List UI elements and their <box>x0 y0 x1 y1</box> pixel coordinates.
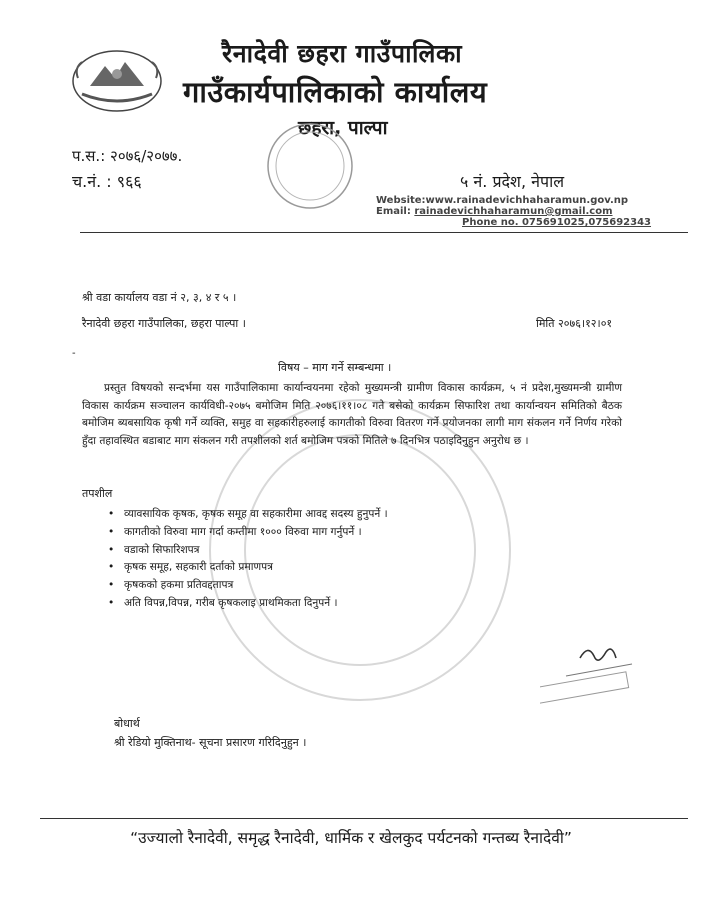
letter-body: प्रस्तुत विषयको सन्दर्भमा यस गाउँपालिकामा कार्यान्वयनमा रहेको मुख्यमन्त्री ग्रामीण विकास कार्यक्रम, ५ नं प्रदेश,मुख्यमन्त्री ग्रामीण विकास कार्यक्रम सञ्चालन कार्यविधी-२०७५ बमोजिम मिति २०७६।११।०८ गते बसेको कार्यक्रम सिफारिश तथा कार्यान्वयन समितिको बैठक बमोजिम ब्यबसायिक कृषी गर्ने व्यक्ति, समुह वा सहकारीहरुलाई कागतीको विरुवा वितरण गर्ने प्रयोजनका लागी माग संकलन गर्ने निर्णय गरेको हुँदा तहावस्थित बडाबाट माग संकलन गरी तपशीलको शर्त बमोजिम पत्रको मितिले ७ दिनभित्र पठाइदिनुहुन अनुरोध छ । <box>82 382 622 447</box>
patra-sankhya: प.स.: २०७६/२०७७. <box>72 147 183 165</box>
list-item-text: वडाको सिफारिशपत्र <box>124 543 200 556</box>
bullet-icon: • <box>108 579 115 592</box>
stray-mark: - <box>72 348 76 359</box>
phone-text: Phone no. 075691025,075692343 <box>462 217 652 228</box>
bullet-icon: • <box>108 543 115 556</box>
list-item <box>108 577 388 595</box>
office-location: छहरा, पाल्पा <box>298 117 388 139</box>
cc-heading: बोधार्थ <box>114 717 140 730</box>
list-item <box>108 542 388 560</box>
footer-slogan: “उज्यालो रैनादेवी, समृद्ध रैनादेवी, धार्मिक र खेलकुद पर्यटनको गन्तब्य रैनादेवी” <box>130 829 572 847</box>
government-emblem-icon <box>70 48 164 114</box>
signature-stamp-icon <box>540 636 640 706</box>
footer-divider <box>40 818 688 819</box>
cc-recipient: श्री रेडियो मुक्तिनाथ- सूचना प्रसारण गरिदिनुहुन । <box>114 736 307 749</box>
recipient-line-1: श्री वडा कार्यालय वडा नं २, ३, ४ र ५ । <box>82 291 237 304</box>
email-link[interactable]: rainadevichhaharamun@gmail.com <box>414 206 613 217</box>
municipality-name: रैनादेवी छहरा गाउँपालिका <box>222 39 463 68</box>
province-label: ५ नं. प्रदेश, नेपाल <box>460 172 565 191</box>
header-divider <box>80 232 688 233</box>
letter-date: मिति २०७६।१२।०१ <box>536 317 613 330</box>
list-item-text: अति विपन्न,विपन्न, गरीब कृषकलाइ प्राथमिकता दिनुपर्ने । <box>124 596 338 609</box>
list-heading: तपशील <box>82 487 113 500</box>
chalani-number: च.नं. : ९६६ <box>72 172 142 191</box>
bullet-icon: • <box>108 561 115 574</box>
list-item <box>108 506 388 524</box>
letter-subject: विषय – माग गर्ने सम्बन्धमा । <box>278 361 392 374</box>
list-item <box>108 524 388 542</box>
list-item-text: कृषक समूह, सहकारी दर्ताको प्रमाणपत्र <box>124 561 274 574</box>
office-stamp-icon <box>260 118 360 213</box>
bullet-icon: • <box>108 508 115 520</box>
list-item-text: कागतीको विरुवा माग गर्दा कम्तीमा १००० विरुवा माग गर्नुपर्ने । <box>124 525 362 538</box>
recipient-line-2: रैनादेवी छहरा गाउँपालिका, छहरा पाल्पा । <box>82 317 246 330</box>
list-item-text: कृषकको हकमा प्रतिवद्दतापत्र <box>124 579 234 592</box>
email-label: Email: <box>376 206 415 217</box>
list-item <box>108 559 388 577</box>
requirements-list <box>108 506 388 613</box>
list-item <box>108 595 388 613</box>
bullet-icon: • <box>108 525 115 538</box>
list-item-text: व्यावसायिक कृषक, कृषक समूह वा सहकारीमा आवद्द सदस्य हुनुपर्ने । <box>124 508 388 520</box>
email-line <box>376 206 613 217</box>
office-name: गाउँकार्यपालिकाको कार्यालय <box>183 75 488 109</box>
bullet-icon: • <box>108 596 115 609</box>
website-text: Website:www.rainadevichhaharamun.gov.np <box>376 195 629 206</box>
